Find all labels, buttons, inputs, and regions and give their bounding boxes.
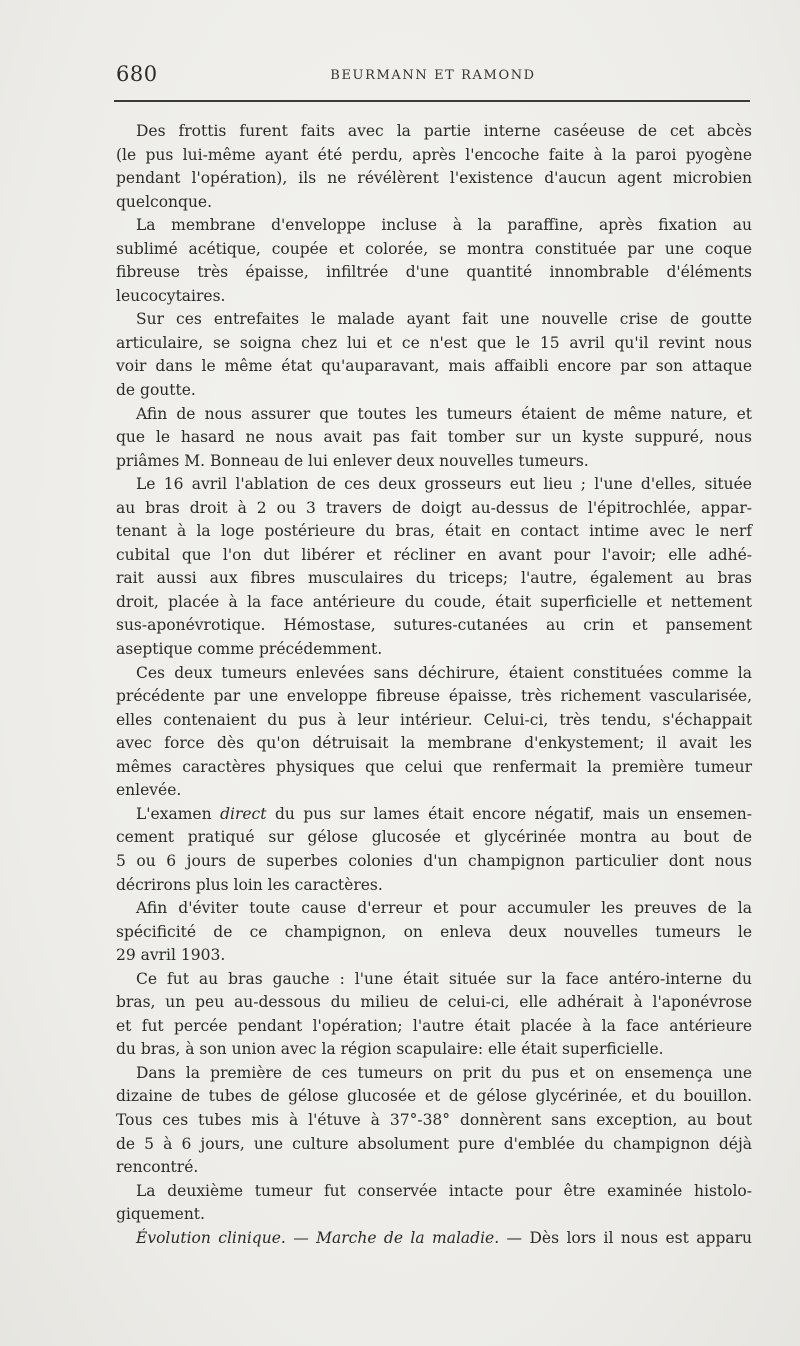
text-line: sublimé acétique, coupée et colorée, se montra constituée par une coque [116,239,752,258]
running-head: BEURMANN ET RAMOND [330,68,536,83]
text-line: de 5 à 6 jours, une culture absolument pure d'emblée du champignon déjà [116,1134,752,1153]
text-line: Dans la première de ces tumeurs on prit du pus et on ensemença une [136,1063,752,1082]
text-line: Tous ces tubes mis à l'étuve à 37°-38° donnèrent sans exception, au bout [116,1110,752,1129]
text-line: aseptique comme précédemment. [116,640,383,659]
text-line: précédente par une enveloppe fibreuse épaisse, très richement vascularisée, [116,687,752,706]
text-line [116,1227,752,1251]
italic-text-run: Évolution clinique. — Marche de la maladie. [136,1228,500,1247]
text-line: que le hasard ne nous avait pas fait tomber sur un kyste suppuré, nous [116,428,752,447]
text-line: quelconque. [116,192,213,211]
text-line: Afin de nous assurer que toutes les tumeurs étaient de même nature, et [136,404,752,423]
text-line: sus-aponévrotique. Hémostase, sutures-cutanées au crin et pansement [116,616,752,635]
text-line: voir dans le même état qu'auparavant, mais affaibli encore par son attaque [116,357,752,376]
text-line: droit, placée à la face antérieure du coude, était superficielle et nettement [116,592,752,611]
text-line: et fut percée pendant l'opération; l'autre était placée à la face antérieure [116,1016,752,1035]
text-line: tenant à la loge postérieure du bras, était en contact intime avec le nerf [116,522,752,541]
text-line: priâmes M. Bonneau de lui enlever deux nouvelles tumeurs. [116,451,589,470]
text-line: Le 16 avril l'ablation de ces deux grosseurs eut lieu ; l'une d'elles, située [136,475,752,494]
text-line: fibreuse très épaisse, infiltrée d'une quantité innombrable d'éléments [116,263,752,282]
text-line: au bras droit à 2 ou 3 travers de doigt au-dessus de l'épitrochlée, appar- [116,498,752,517]
text-run: du pus sur lames était encore négatif, mais un ensemen- [266,804,752,823]
italic-text-run: direct [220,804,267,823]
text-line: Ce fut au bras gauche : l'une était située sur la face antéro-interne du [136,969,752,988]
text-run: — Dès lors il nous est apparu [499,1228,752,1247]
text-line: rait aussi aux fibres musculaires du triceps; l'autre, également au bras [116,569,752,588]
text-line: décrirons plus loin les caractères. [116,875,383,894]
page-number: 680 [116,62,158,86]
page-header [116,62,750,92]
text-line: leucocytaires. [116,286,226,305]
text-line [116,803,752,827]
body-text [116,120,752,1250]
text-line: rencontré. [116,1158,199,1177]
text-line: giquement. [116,1205,205,1224]
header-rule [114,100,750,102]
text-line: La deuxième tumeur fut conservée intacte pour être examinée histolo- [136,1181,752,1200]
text-line: dizaine de tubes de gélose glucosée et de gélose glycérinée, et du bouillon. [116,1087,752,1106]
text-line: du bras, à son union avec la région scapulaire: elle était superficielle. [116,1040,664,1059]
text-line: (le pus lui-même ayant été perdu, après l'encoche faite à la paroi pyogène [116,145,752,164]
text-run: L'examen [136,804,221,823]
text-line: avec force dès qu'on détruisait la membrane d'enkystement; il avait les [116,734,752,753]
text-line: cubital que l'on dut libérer et récliner en avant pour l'avoir; elle adhé- [116,545,752,564]
text-line: articulaire, se soigna chez lui et ce n'est que le 15 avril qu'il revint nous [116,333,752,352]
text-line: mêmes caractères physiques que celui que renfermait la première tumeur [116,757,752,776]
text-line: pendant l'opération), ils ne révélèrent l'existence d'aucun agent microbien [116,169,752,188]
text-line: La membrane d'enveloppe incluse à la paraffine, après fixation au [136,216,752,235]
text-line: enlevée. [116,781,182,800]
text-line: de goutte. [116,381,196,400]
text-line: bras, un peu au-dessous du milieu de celui-ci, elle adhérait à l'aponévrose [116,993,752,1012]
text-line: Ces deux tumeurs enlevées sans déchirure, étaient constituées comme la [136,663,752,682]
text-line: Des frottis furent faits avec la partie interne caséeuse de cet abcès [136,122,752,140]
text-line: Afin d'éviter toute cause d'erreur et pour accumuler les preuves de la [136,899,752,918]
text-line: cement pratiqué sur gélose glucosée et glycérinée montra au bout de [116,828,752,847]
text-line: Sur ces entrefaites le malade ayant fait une nouvelle crise de goutte [136,310,752,329]
text-line: elles contenaient du pus à leur intérieur. Celui-ci, très tendu, s'échappait [116,710,752,729]
text-line: spécificité de ce champignon, on enleva deux nouvelles tumeurs le [116,922,752,941]
text-line: 5 ou 6 jours de superbes colonies d'un champignon particulier dont nous [116,851,752,870]
text-line: 29 avril 1903. [116,946,226,965]
